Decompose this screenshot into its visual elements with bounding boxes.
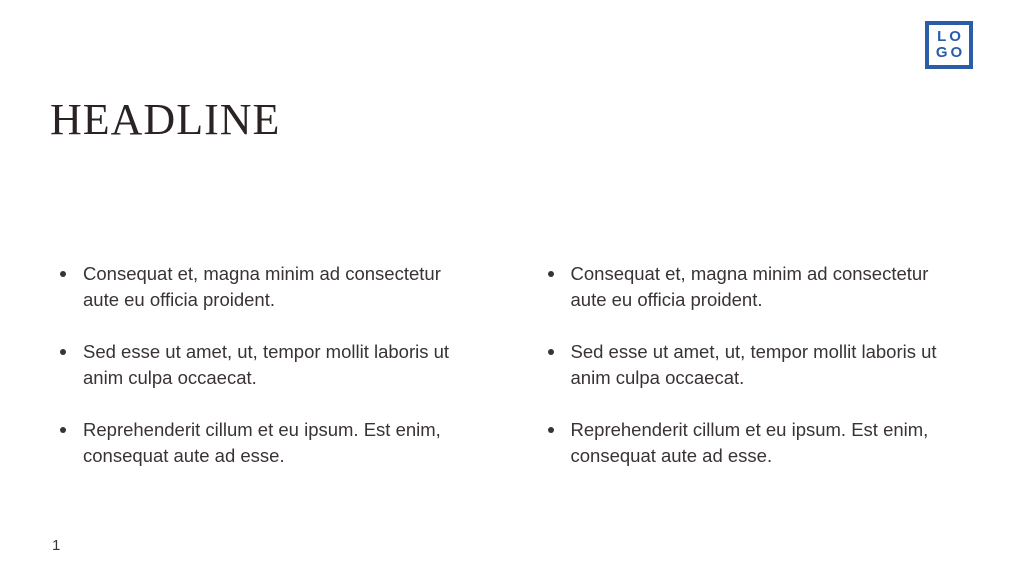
bullet-text: Sed esse ut amet, ut, tempor mollit laboris ut anim culpa occaecat. <box>83 341 450 388</box>
bullet-list <box>60 261 483 469</box>
slide-content <box>60 261 970 469</box>
bullet-dot-icon <box>548 271 554 277</box>
bullet-text: Consequat et, magna minim ad consectetur aute eu officia proident. <box>83 263 441 310</box>
bullet-text: Sed esse ut amet, ut, tempor mollit laboris ut anim culpa occaecat. <box>570 341 937 388</box>
bullet-text: Consequat et, magna minim ad consectetur aute eu officia proident. <box>570 263 929 310</box>
bullet-dot-icon <box>60 349 66 355</box>
bullet-dot-icon <box>60 427 66 433</box>
bullet-dot-icon <box>548 427 554 433</box>
bullet-dot-icon <box>548 349 554 355</box>
bullet-item <box>548 261 971 313</box>
bullet-column-left <box>60 261 483 469</box>
logo-text-line1: LO <box>937 28 964 45</box>
logo <box>925 21 973 69</box>
page-title: HEADLINE <box>50 95 281 145</box>
bullet-text: Reprehenderit cillum et eu ipsum. Est enim, consequat aute ad esse. <box>570 419 929 466</box>
bullet-item <box>548 339 971 391</box>
bullet-item <box>60 417 483 469</box>
bullet-list <box>548 261 971 469</box>
logo-text-line2: GO <box>935 44 966 61</box>
bullet-item <box>60 261 483 313</box>
bullet-item <box>548 417 971 469</box>
bullet-item <box>60 339 483 391</box>
bullet-text: Reprehenderit cillum et eu ipsum. Est enim, consequat aute ad esse. <box>83 419 441 466</box>
page-number: 1 <box>52 537 61 554</box>
bullet-column-right <box>548 261 971 469</box>
bullet-dot-icon <box>60 271 66 277</box>
